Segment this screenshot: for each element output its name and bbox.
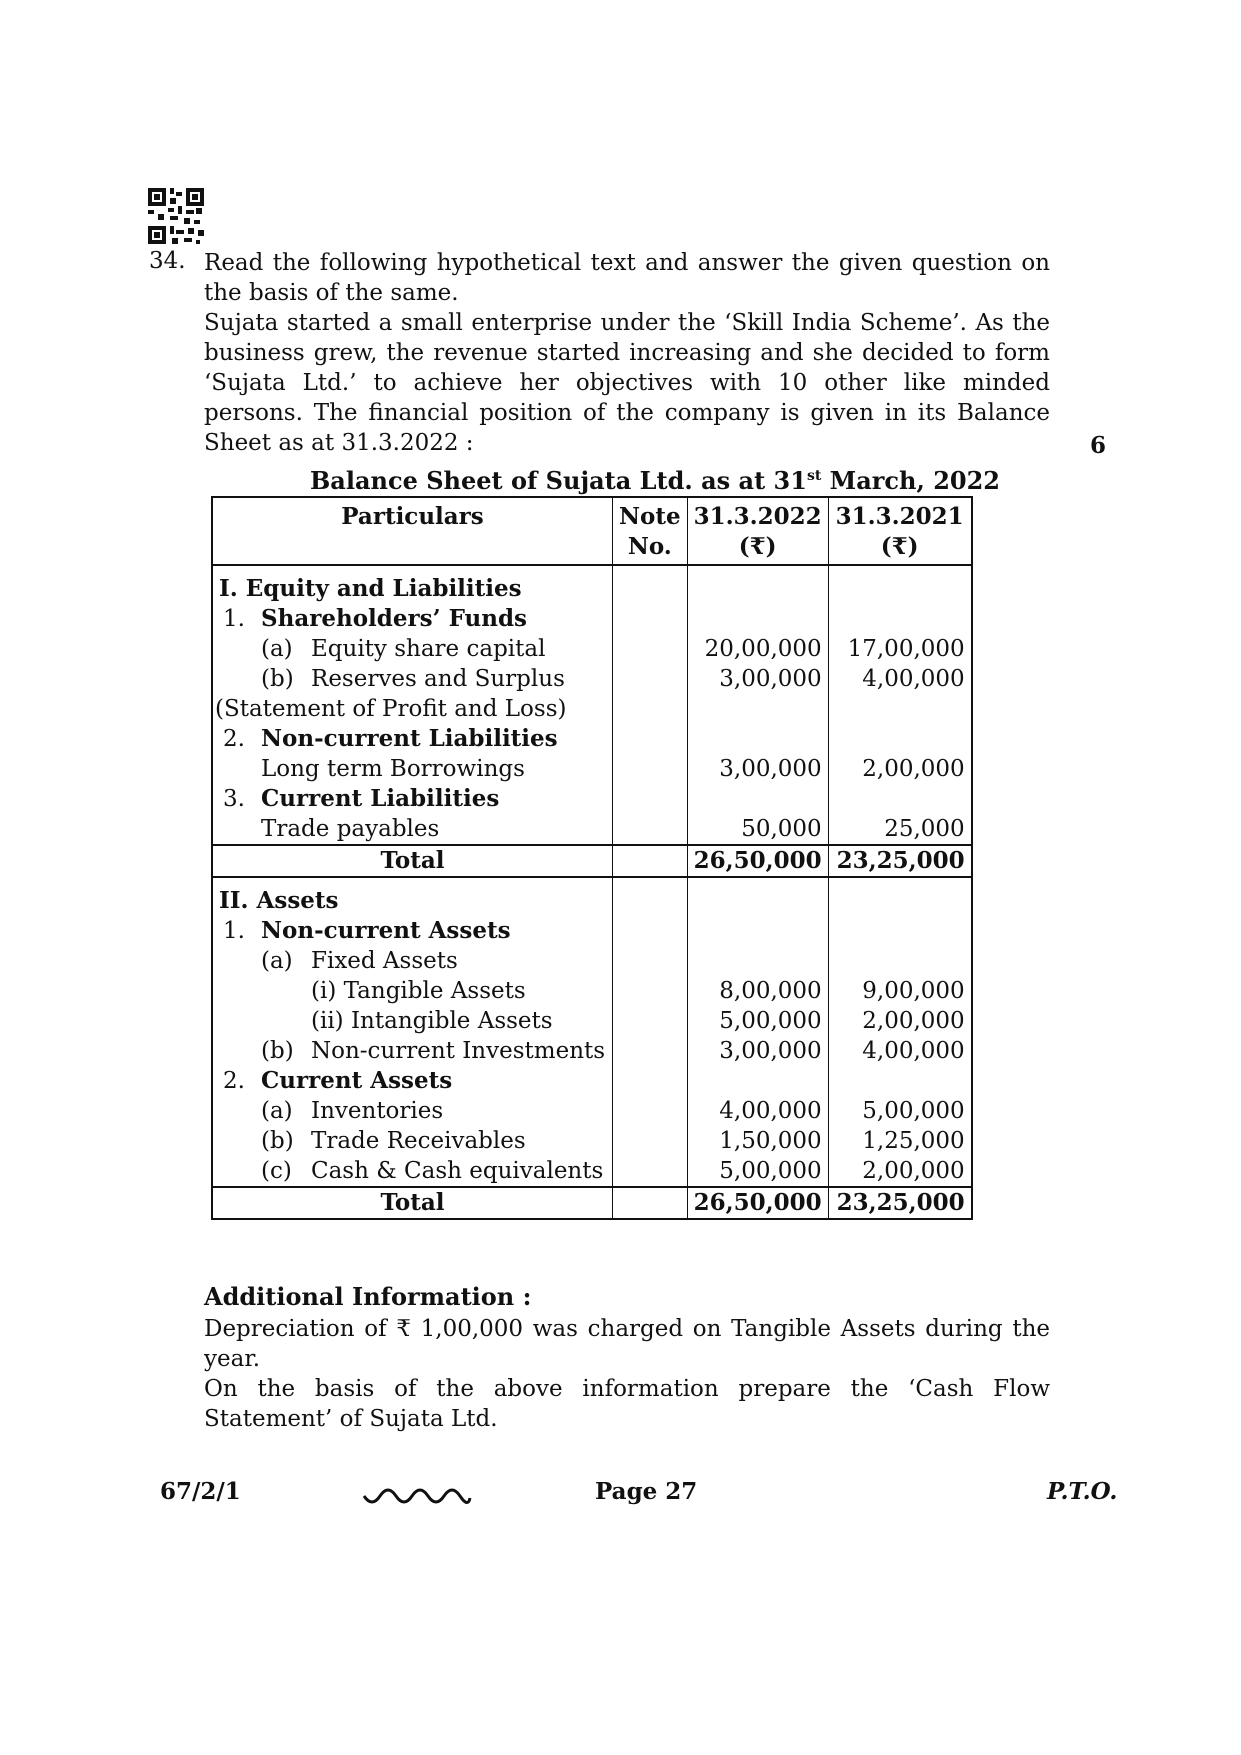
- table-row: (i) Tangible Assets 8,00,000 9,00,000: [212, 976, 972, 1006]
- header-note: Note No.: [613, 497, 688, 565]
- table-row: 1. Non-current Assets: [212, 916, 972, 946]
- assets-total-row: Total 26,50,000 23,25,000: [212, 1187, 972, 1219]
- additional-info-text: Depreciation of ₹ 1,00,000 was charged on Tangible Assets during the year. On the basis of the above information prepare the ‘Cash Flow Statement’ of Sujata Ltd.: [204, 1316, 1050, 1432]
- table-row: [212, 565, 972, 604]
- wave-ornament-icon: [362, 1488, 472, 1512]
- paper-code: 67/2/1: [160, 1478, 241, 1505]
- question-intro: Read the following hypothetical text and answer the given question on the basis of the same.: [204, 250, 1050, 306]
- table-row: (b) Trade Receivables 1,50,000 1,25,000: [212, 1126, 972, 1156]
- table-row: 2. Current Assets: [212, 1066, 972, 1096]
- qr-code-icon: [148, 188, 204, 244]
- pto-label: P.T.O.: [1047, 1478, 1118, 1505]
- table-row: 3. Current Liabilities: [212, 784, 972, 814]
- table-row: (c) Cash & Cash equivalents 5,00,000 2,00,000: [212, 1156, 972, 1187]
- question-body: Sujata started a small enterprise under the ‘Skill India Scheme’. As the business grew, the revenue started increasing and she decided to form ‘Sujata Ltd.’ to achieve her objectives with 10 other like minded persons. The financial position of the company is given in its Balance Sheet as at 31.3.2022 :: [204, 310, 1050, 456]
- shareholders-funds-label: Shareholders’ Funds: [261, 605, 527, 632]
- equity-total-row: Total 26,50,000 23,25,000: [212, 845, 972, 877]
- balance-sheet-table: [211, 496, 973, 1220]
- table-row: (a) Fixed Assets: [212, 946, 972, 976]
- page-number: Page 27: [595, 1478, 698, 1505]
- assets-heading: II. Assets: [212, 877, 613, 916]
- question-text: [204, 248, 1050, 458]
- additional-info-heading: Additional Information :: [204, 1282, 532, 1311]
- balance-sheet-title: Balance Sheet of Sujata Ltd. as at 31st March, 2022: [310, 466, 1000, 495]
- table-row: Trade payables 50,000 25,000: [212, 814, 972, 845]
- equity-heading: I. Equity and Liabilities: [212, 565, 613, 604]
- table-header-row: [212, 497, 972, 565]
- table-row: 2. Non-current Liabilities: [212, 724, 972, 754]
- table-row: (b) Reserves and Surplus 3,00,000 4,00,000: [212, 664, 972, 694]
- table-row: (a) Inventories 4,00,000 5,00,000: [212, 1096, 972, 1126]
- table-row: 1. Shareholders’ Funds: [212, 604, 972, 634]
- header-2022: 31.3.2022 (₹): [687, 497, 828, 565]
- table-row: Long term Borrowings 3,00,000 2,00,000: [212, 754, 972, 784]
- table-row: [212, 877, 972, 916]
- table-row: (Statement of Profit and Loss): [212, 694, 972, 724]
- table-row: (b) Non-current Investments 3,00,000 4,00,000: [212, 1036, 972, 1066]
- table-row: (a) Equity share capital 20,00,000 17,00,000: [212, 634, 972, 664]
- header-2021: 31.3.2021 (₹): [828, 497, 972, 565]
- table-row: (ii) Intangible Assets 5,00,000 2,00,000: [212, 1006, 972, 1036]
- header-particulars: Particulars: [212, 497, 613, 565]
- question-marks: 6: [1090, 432, 1107, 459]
- question-number: 34.: [149, 248, 186, 274]
